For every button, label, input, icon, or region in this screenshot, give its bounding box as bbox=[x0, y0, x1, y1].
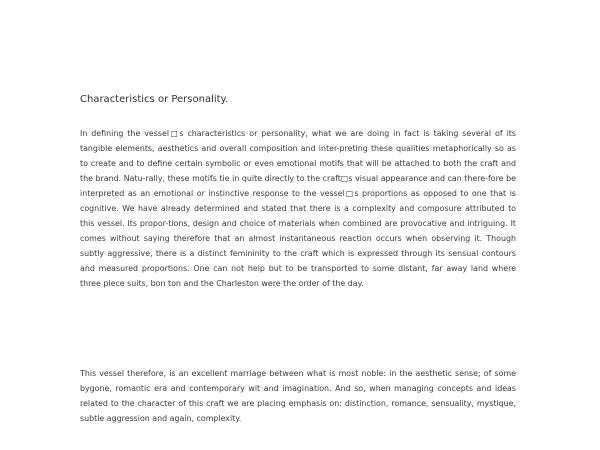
section-heading: Characteristics or Personality. bbox=[80, 94, 229, 105]
body-paragraph-characteristics: In defining the vessel□s characteristics or personality, what we are doing in fact is taking several of its tangible elements, aesthetics and overall composition and inter-preting these qualities metaphorically so as to create and to define certain symbolic or even emotional motifs that will be attached to both the craft and the brand. Natu-rally, these motifs tie in quite directly to the craft□s visual appearance and can there-fore be interpreted as an emotional or instinctive response to the vessel□s proportions as opposed to one that is cognitive. We have already determined and stated that there is a complexity and composure attributed to this vessel. Its propor-tions, design and choice of materials when combined are provocative and intriguing. It comes without saying therefore that an almost instantaneous reaction occurs when observing it. Though subtly aggressive, there is a distinct femininity to the craft which is expressed through its sensual contours and measured proportions. One can not help but to be transported to some distant, far away land where three piece suits, bon ton and the Charleston were the order of the day. bbox=[80, 129, 516, 288]
body-paragraph-conclusion: This vessel therefore, is an excellent marriage between what is most noble: in the aesthetic sense; of some bygone, romantic era and contemporary wit and imagination. And so, when managing concepts and ideas related to the character of this craft we are placing emphasis on: distinction, romance, sensuality, mystique, subtle aggression and again, complexity. bbox=[80, 369, 516, 423]
document-page bbox=[80, 0, 516, 450]
